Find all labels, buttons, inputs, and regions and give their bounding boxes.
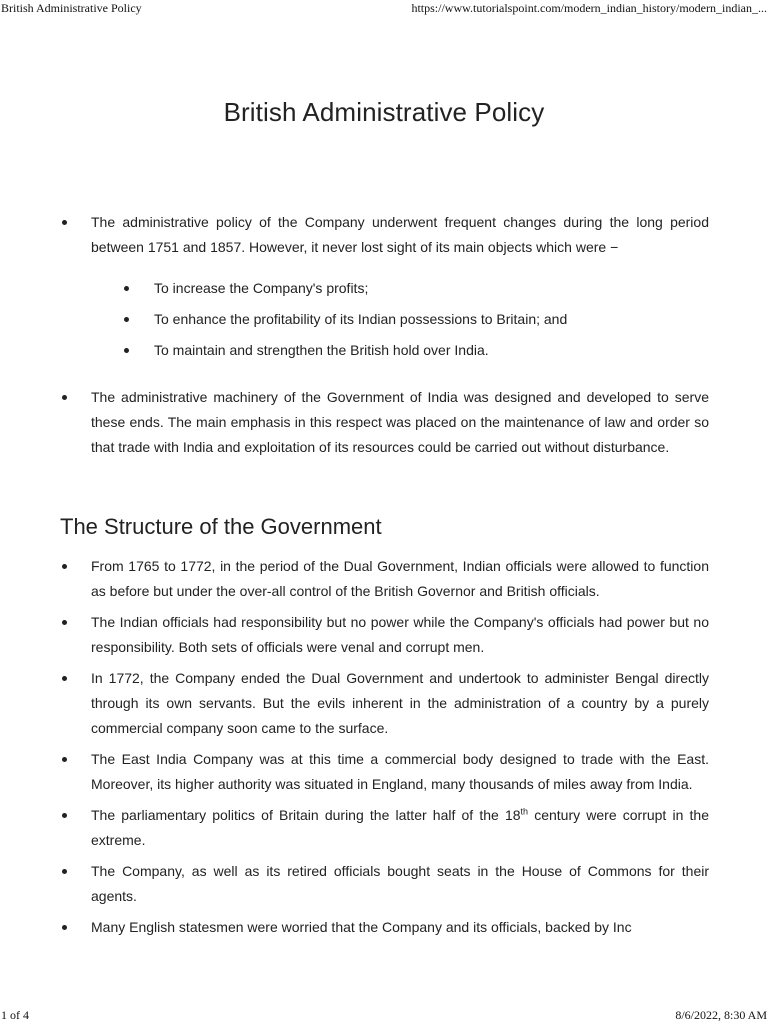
structure-section [60, 554, 709, 946]
list-item-text: century were corrupt in the extreme. [91, 807, 709, 848]
print-header-title: British Administrative Policy [1, 1, 142, 15]
print-header [0, 1, 768, 16]
list-item: To increase the Company's profits; [123, 276, 709, 301]
list-item: Many English statesmen were worried that the Company and its officials, backed by Inc [60, 915, 709, 940]
page-title: British Administrative Policy [223, 97, 545, 127]
list-item: To maintain and strengthen the British hold over India. [123, 338, 709, 363]
list-item-text: The administrative machinery of the Government of India was designed and developed to serve these ends. The main emphasis in this respect was placed on the maintenance of law and order so that trade with India and exploitation of its resources could be carried out without disturbance. [91, 389, 709, 455]
list-item [60, 210, 709, 363]
list-item: The Company, as well as its retired officials bought seats in the House of Commons for their agents. [60, 859, 709, 909]
list-item: To enhance the profitability of its Indian possessions to Britain; and [123, 307, 709, 332]
page-number: 1 of 4 [1, 1008, 29, 1022]
print-header-url: https://www.tutorialspoint.com/modern_indian_history/modern_indian_... [411, 1, 767, 15]
objectives-list [91, 276, 709, 363]
intro-list [60, 210, 709, 460]
list-item: From 1765 to 1772, in the period of the Dual Government, Indian officials were allowed to function as before but under the over-all control of the British Governor and British officials. [60, 554, 709, 604]
list-item [60, 385, 709, 460]
superscript: th [520, 806, 529, 817]
list-item: In 1772, the Company ended the Dual Government and undertook to administer Bengal directly through its own servants. But the evils inherent in the administration of a country by a purely commercial company soon came to the surface. [60, 666, 709, 741]
print-footer [0, 1008, 768, 1023]
list-item: The Indian officials had responsibility but no power while the Company's officials had power but no responsibility. Both sets of officials were venal and corrupt men. [60, 610, 709, 660]
list-item [60, 803, 709, 853]
list-item-text: The parliamentary politics of Britain during the latter half of the 18 [91, 807, 521, 823]
section-title: The Structure of the Government [60, 514, 382, 539]
structure-list [60, 554, 709, 940]
print-datetime: 8/6/2022, 8:30 AM [675, 1008, 767, 1022]
intro-section [60, 210, 709, 460]
list-item-text: The administrative policy of the Company underwent frequent changes during the long period between 1751 and 1857. However, it never lost sight of its main objects which were − [91, 214, 709, 255]
list-item: The East India Company was at this time a commercial body designed to trade with the East. Moreover, its higher authority was situated in England, many thousands of miles away from India. [60, 747, 709, 797]
